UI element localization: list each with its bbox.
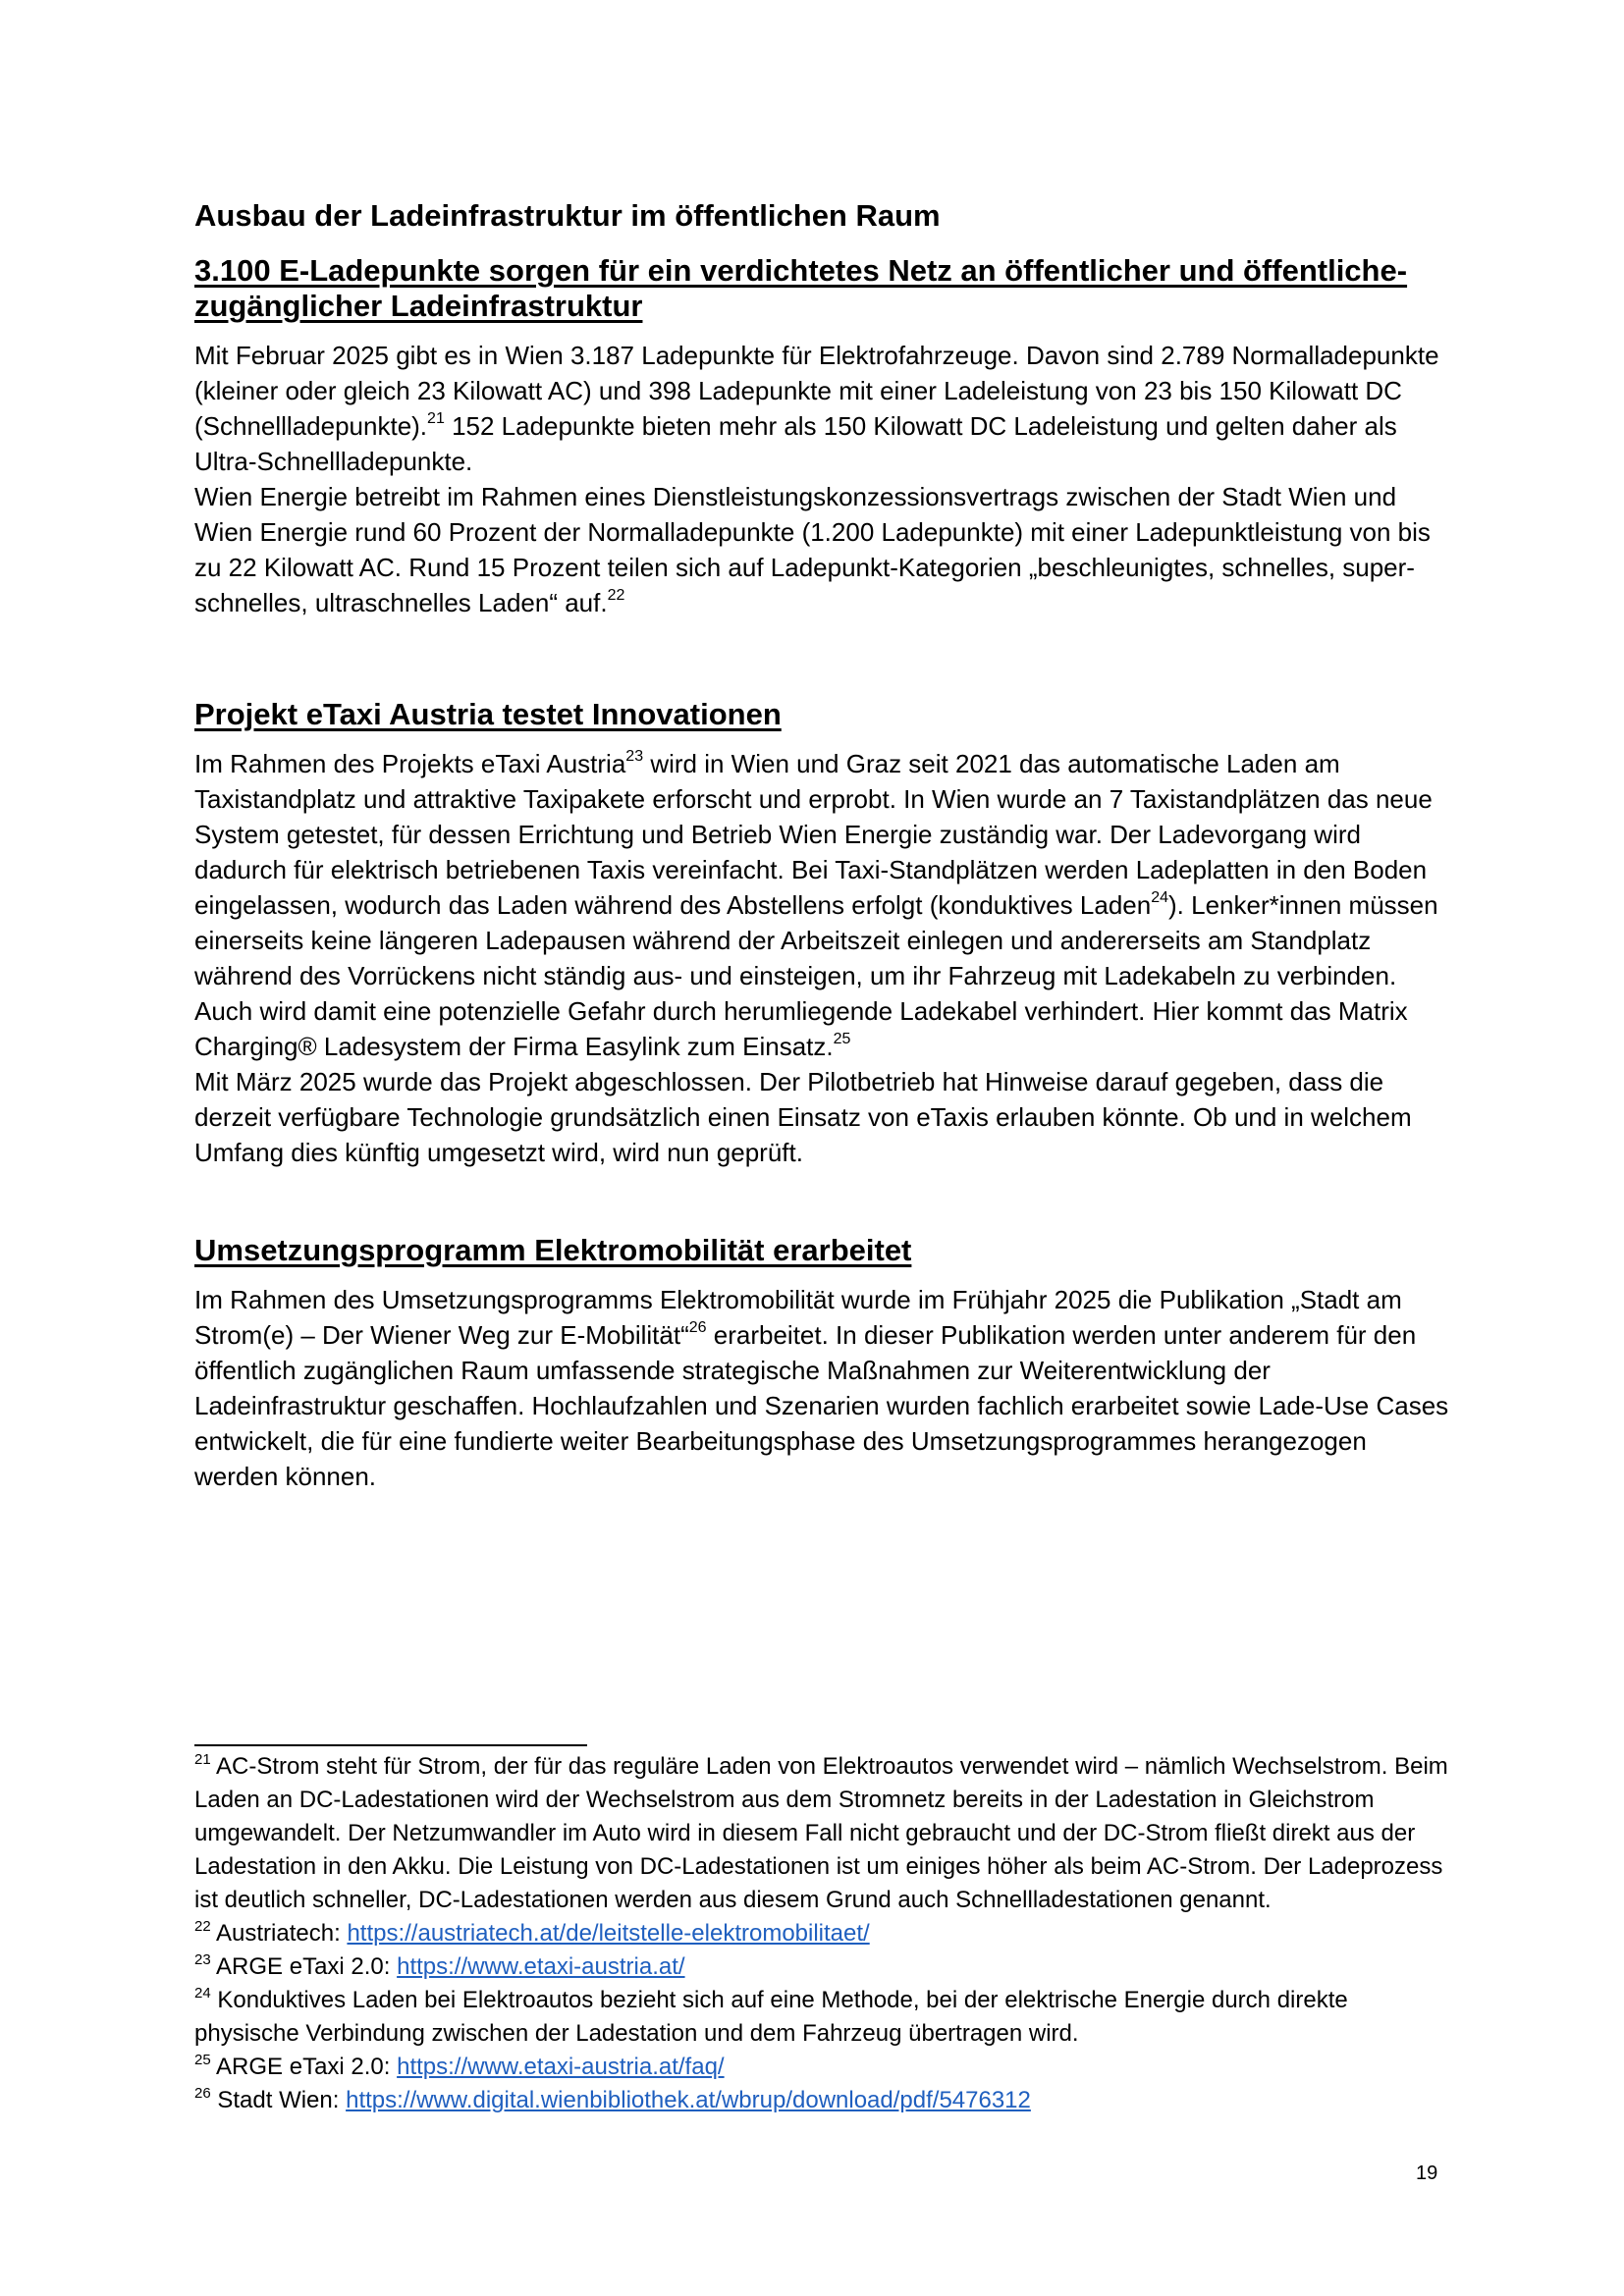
section-umsetzungsprogramm xyxy=(194,1233,1451,1494)
paragraph-wien-energie xyxy=(194,479,1451,620)
section-charging-network xyxy=(194,192,1451,620)
footnote-text: ARGE eTaxi 2.0: xyxy=(216,2054,398,2080)
footnote-text: Austriatech: xyxy=(216,1920,348,1947)
footnote-ref-21[interactable]: 21 xyxy=(427,410,445,428)
text-segment: ). Lenker*innen müssen einerseits keine längeren Ladepausen während der Arbeitszeit einlegen und andererseits am Standplatz während des Vorrückens nicht ständig aus- und einsteigen, um ihr Fahrzeug mit Ladekabeln zu verbinden. Auch wird damit eine potenzielle Gefahr durch herumliegende Ladekabel verhindert. Hier kommt das Matrix Charging® Ladesystem der Firma Easylink zum Einsatz. xyxy=(194,890,1438,1061)
footnote-23 xyxy=(194,1950,1451,1984)
paragraph-ladepunkte xyxy=(194,338,1451,479)
text-segment: Im Rahmen des Umsetzungsprogramms Elektromobilität wurde im Frühjahr 2025 die Publikation „Stadt am Strom(e) – Der Wiener Weg zur E-Mobilität“ xyxy=(194,1285,1402,1350)
paragraph-etaxi xyxy=(194,746,1451,1064)
text-segment: 152 Ladepunkte bieten mehr als 150 Kilowatt DC Ladeleistung und gelten daher als Ultra-Schnellladepunkte. xyxy=(194,411,1397,476)
text-segment: Im Rahmen des Projekts eTaxi Austria xyxy=(194,749,626,778)
footnote-number: 26 xyxy=(194,2085,211,2102)
footnote-text: Stadt Wien: xyxy=(217,2087,347,2113)
footnote-ref-22[interactable]: 22 xyxy=(607,587,625,605)
footnote-number: 21 xyxy=(194,1751,211,1768)
footnote-number: 23 xyxy=(194,1951,211,1968)
footnote-text: Konduktives Laden bei Elektroautos bezieht sich auf eine Methode, bei der elektrische Energie durch direkte physische Verbindung zwischen der Ladestation und dem Fahrzeug übertragen wird. xyxy=(194,1987,1348,2047)
footnote-26 xyxy=(194,2084,1451,2117)
footnote-ref-25[interactable]: 25 xyxy=(833,1031,851,1048)
page-number: 19 xyxy=(1416,2163,1438,2184)
footnotes xyxy=(194,1750,1451,2117)
text-segment: Wien Energie betreibt im Rahmen eines Dienstleistungskonzessionsvertrags zwischen der Stadt Wien und Wien Energie rund 60 Prozent der Normalladepunkte (1.200 Ladepunkte) mit einer Ladepunktleistung von bis zu 22 Kilowatt AC. Rund 15 Prozent teilen sich auf Ladepunkt-Kategorien „beschleunigtes, schnelles, super-schnelles, ultraschnelles Laden“ auf. xyxy=(194,482,1431,617)
footnote-21 xyxy=(194,1750,1451,1917)
paragraph-etaxi-conclusion: Mit März 2025 wurde das Projekt abgeschlossen. Der Pilotbetrieb hat Hinweise darauf gegeben, dass die derzeit verfügbare Technologie grundsätzlich einen Einsatz von eTaxis erlauben könnte. Ob und in welchem Umfang dies künftig umgesetzt wird, wird nun geprüft. xyxy=(194,1067,1412,1167)
footnote-text: AC-Strom steht für Strom, der für das reguläre Laden von Elektroautos verwendet wird – nämlich Wechselstrom. Beim Laden an DC-Ladestationen wird der Wechselstrom aus dem Stromnetz bereits in der Ladestation in Gleichstrom umgewandelt. Der Netzumwandler im Auto wird in diesem Fall nicht gebraucht und der DC-Strom fließt direkt aus der Ladestation in den Akku. Die Leistung von DC-Ladestationen ist um einiges höher als beim AC-Strom. Der Ladeprozess ist deutlich schneller, DC-Ladestationen werden aus diesem Grund auch Schnellladestationen genannt. xyxy=(194,1753,1448,1913)
text-segment: wird in Wien und Graz seit 2021 das automatische Laden am Taxistandplatz und attraktive Taxipakete erforscht und erprobt. In Wien wurde an 7 Taxistandplätzen das neue System getestet, für dessen Errichtung und Betrieb Wien Energie zuständig war. Der Ladevorgang wird dadurch für elektrisch betriebenen Taxis vereinfacht. Bei Taxi-Standplätzen werden Ladeplatten in den Boden eingelassen, wodurch das Laden während des Abstellens erfolgt (konduktives Laden xyxy=(194,749,1433,920)
main-heading: Ausbau der Ladeinfrastruktur im öffentlichen Raum xyxy=(194,198,941,233)
footnote-text: ARGE eTaxi 2.0: xyxy=(216,1953,398,1980)
footnote-25 xyxy=(194,2051,1451,2084)
footnote-link[interactable]: https://www.etaxi-austria.at/faq/ xyxy=(397,2054,725,2080)
footnote-22 xyxy=(194,1917,1451,1950)
footnote-link[interactable]: https://www.etaxi-austria.at/ xyxy=(397,1953,685,1980)
footnote-link[interactable]: https://www.digital.wienbibliothek.at/wbrup/download/pdf/5476312 xyxy=(346,2087,1031,2113)
section-heading-etaxi: Projekt eTaxi Austria testet Innovationen xyxy=(194,697,782,731)
footnote-ref-24[interactable]: 24 xyxy=(1151,889,1168,907)
footnote-ref-23[interactable]: 23 xyxy=(625,748,644,766)
footnote-link[interactable]: https://austriatech.at/de/leitstelle-elektromobilitaet/ xyxy=(347,1920,870,1947)
section-heading-ladepunkte: 3.100 E-Ladepunkte sorgen für ein verdichtetes Netz an öffentlicher und öffentliche-zugänglicher Ladeinfrastruktur xyxy=(194,253,1408,323)
text-segment: Mit Februar 2025 gibt es in Wien 3.187 Ladepunkte für Elektrofahrzeuge. Davon sind 2.789 Normalladepunkte (kleiner oder gleich 23 Kilowatt AC) und 398 Ladepunkte mit einer Ladeleistung von 23 bis 150 Kilowatt DC (Schnellladepunkte). xyxy=(194,341,1439,441)
footnote-ref-26[interactable]: 26 xyxy=(688,1319,707,1337)
footnote-separator xyxy=(194,1744,587,1746)
text-segment: erarbeitet. In dieser Publikation werden unter anderem für den öffentlich zugänglichen Raum umfassende strategische Maßnahmen zur Weiterentwicklung der Ladeinfrastruktur geschaffen. Hochlaufzahlen und Szenarien wurden fachlich erarbeitet sowie Lade-Use Cases entwickelt, die für eine fundierte weiter Bearbeitungsphase des Umsetzungsprogrammes herangezogen werden können. xyxy=(194,1320,1449,1491)
footnote-number: 22 xyxy=(194,1918,211,1935)
footnote-number: 24 xyxy=(194,1985,211,2002)
section-heading-umsetzungsprogramm: Umsetzungsprogramm Elektromobilität erarbeitet xyxy=(194,1233,912,1267)
section-etaxi xyxy=(194,697,1451,1170)
paragraph-umsetzungsprogramm xyxy=(194,1282,1451,1494)
footnote-24 xyxy=(194,1984,1451,2051)
footnote-number: 25 xyxy=(194,2052,211,2068)
